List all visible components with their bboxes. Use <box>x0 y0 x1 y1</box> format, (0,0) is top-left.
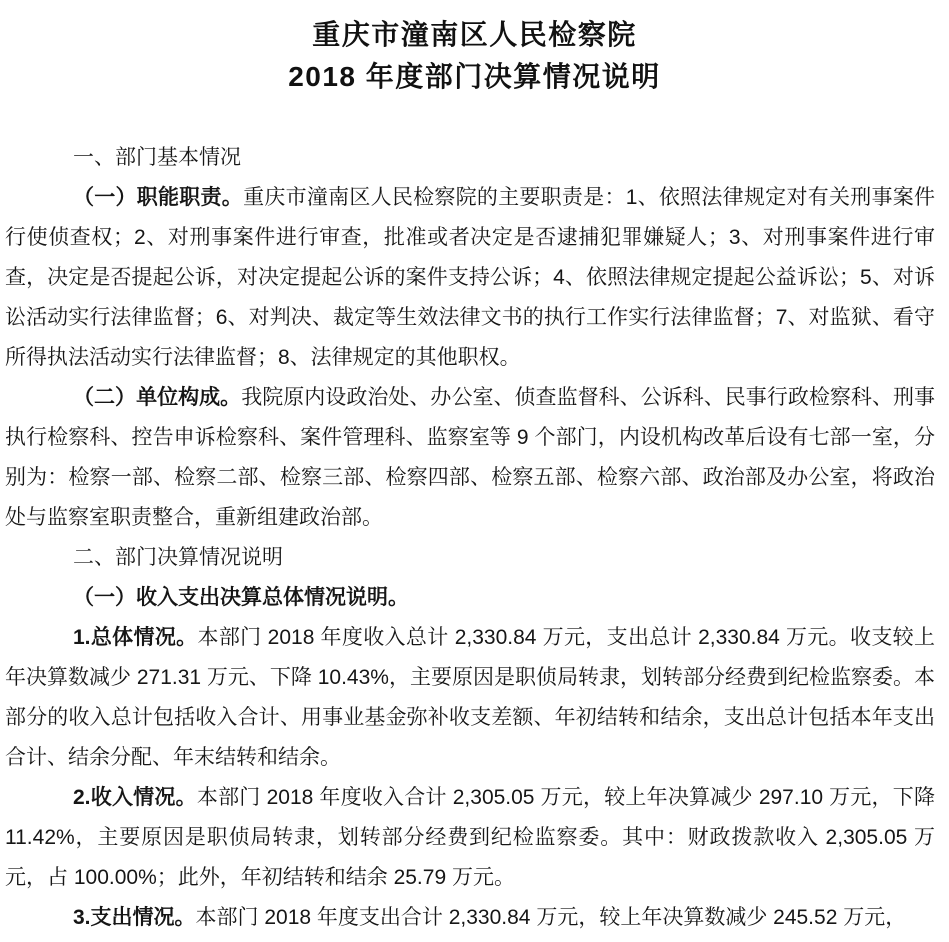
paragraph-overall-text: 本部门 2018 年度收入总计 2,330.84 万元，支出总计 2,330.84 万元。收支较上年决算数减少 271.31 万元、下降 10.43%，主要原因是职侦局转隶，划转部分经费到纪检监察委。本部分的收入总计包括收入合计、用事业基金弥补收支差额、年初结转和结余，支出总计包括本年支出合计、结余分配、年末结转和结余。 <box>5 626 936 769</box>
section-heading-basic-info: 一、部门基本情况 <box>73 146 241 169</box>
paragraph-overall-situation <box>5 618 935 778</box>
paragraph-income-situation <box>5 778 935 898</box>
document-body <box>5 138 935 938</box>
paragraph-expenditure-situation <box>5 898 935 938</box>
paragraph-income-lead: 2.收入情况。 <box>73 786 197 809</box>
paragraph-expenditure-text: 本部门 2018 年度支出合计 2,330.84 万元，较上年决算数减少 245.52 万元， <box>195 906 907 929</box>
paragraph-composition-lead: （二）单位构成。 <box>73 386 242 409</box>
paragraph-duties-text: 重庆市潼南区人民检察院的主要职责是：1、依照法律规定对有关刑事案件行使侦查权；2、对刑事案件进行审查，批准或者决定是否逮捕犯罪嫌疑人；3、对刑事案件进行审查，决定是否提起公诉，对决定提起公诉的案件支持公诉；4、依照法律规定提起公益诉讼；5、对诉讼活动实行法律监督；6、对判决、裁定等生效法律文书的执行工作实行法律监督；7、对监狱、看守所得执法活动实行法律监督；8、法律规定的其他职权。 <box>5 186 935 369</box>
paragraph-composition-text: 我院原内设政治处、办公室、侦查监督科、公诉科、民事行政检察科、刑事执行检察科、控告申诉检察科、案件管理科、监察室等 9 个部门，内设机构改革后设有七部一室，分别为：检察一部、检察二部、检察三部、检察四部、检察五部、检察六部、政治部及办公室，将政治处与监察室职责整合，重新组建政治部。 <box>5 386 936 529</box>
paragraph-expenditure-lead: 3.支出情况。 <box>73 906 196 929</box>
section-heading-final-accounts: 二、部门决算情况说明 <box>73 546 283 569</box>
document-title-line-1: 重庆市潼南区人民检察院 <box>312 19 637 50</box>
paragraph-overall-lead: 1.总体情况。 <box>73 626 198 649</box>
paragraph-duties-lead: （一）职能职责。 <box>73 186 244 209</box>
paragraph-duties <box>5 178 935 378</box>
subsection-heading-overall: （一）收入支出决算总体情况说明。 <box>73 586 409 609</box>
paragraph-income-text: 本部门 2018 年度收入合计 2,305.05 万元，较上年决算减少 297.10 万元，下降 11.42%，主要原因是职侦局转隶，划转部分经费到纪检监察委。其中：财政拨款收入 2,305.05 万元，占 100.00%；此外，年初结转和结余 25.79 万元。 <box>5 786 936 889</box>
document-title <box>0 0 949 98</box>
paragraph-composition <box>5 378 935 538</box>
document-title-line-2: 2018 年度部门决算情况说明 <box>288 61 661 92</box>
